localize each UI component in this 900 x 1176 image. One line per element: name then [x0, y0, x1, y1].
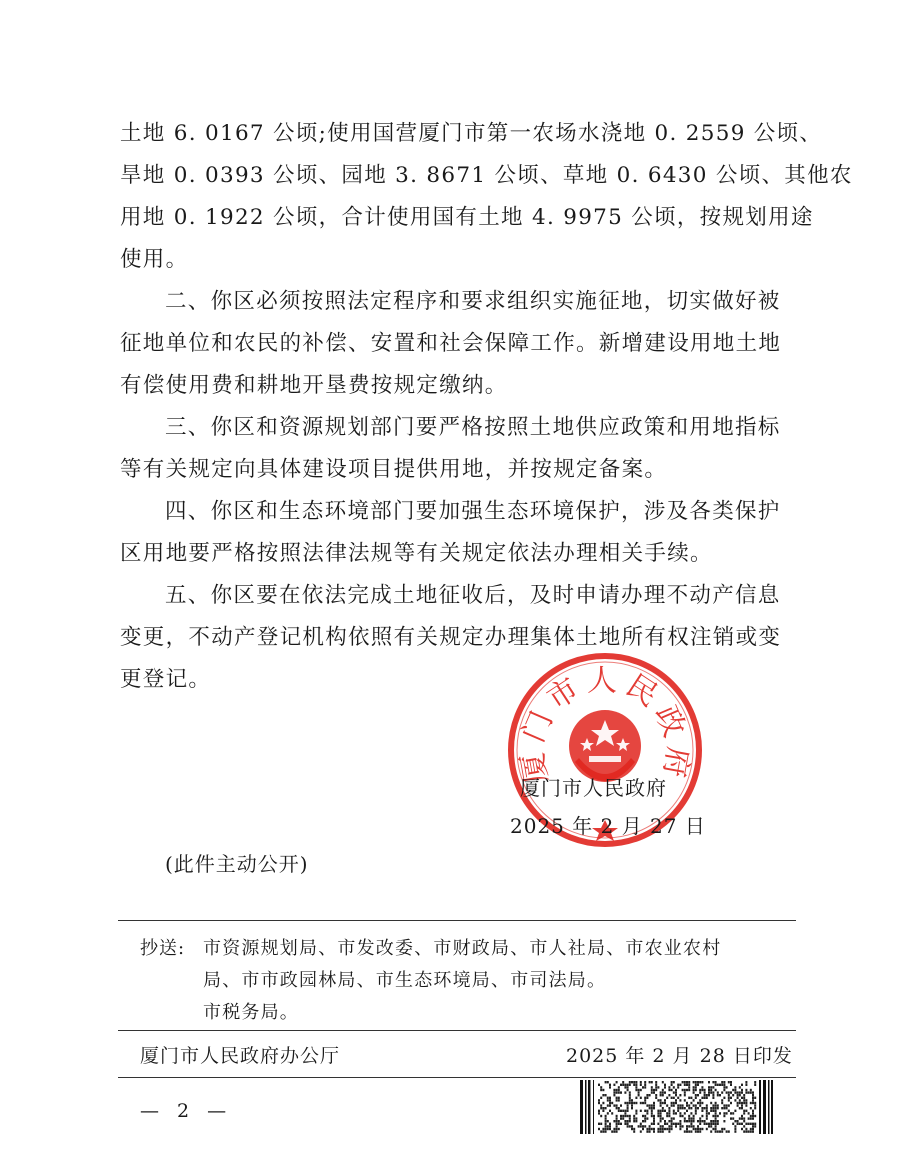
- cc-label: 抄送:: [140, 938, 186, 959]
- paragraph-item-3: 三、你区和资源规划部门要严格按照土地供应政策和用地指标等有关规定向具体建设项目提供用地，并按规定备案。: [120, 415, 781, 482]
- paragraph-item-5: 五、你区要在依法完成土地征收后，及时申请办理不动产信息变更，不动产登记机构依照有关规定办理集体土地所有权注销或变更登记。: [120, 583, 782, 692]
- text-line: 旱地 0. 0393 公顷、园地 3. 8671 公顷、草地 0. 6430 公顷、其他农: [120, 163, 853, 188]
- cc-line: 市税务局。: [203, 1002, 299, 1023]
- signing-date: 2025 年 2 月 27 日: [510, 814, 706, 838]
- cc-line: 市资源规划局、市发改委、市财政局、市人社局、市农业农村: [203, 938, 722, 959]
- text-line: 土地 6. 0167 公顷;使用国营厦门市第一农场水浇地 0. 2559 公顷、: [120, 121, 823, 146]
- paragraph-item-4: 四、你区和生态环境部门要加强生态环境保护，涉及各类保护区用地要严格按照法律法规等有关规定依法办理相关手续。: [120, 499, 781, 566]
- print-date: 2025 年 2 月 28 日印发: [566, 1045, 793, 1067]
- signing-authority: 厦门市人民政府: [520, 776, 667, 800]
- public-disclosure-note: (此件主动公开): [165, 852, 309, 876]
- page-number: — 2 —: [140, 1100, 233, 1122]
- svg-text:厦门市人民政府: 厦门市人民政府: [514, 663, 696, 786]
- cc-line: 局、市市政园林局、市生态环境局、市司法局。: [203, 970, 607, 991]
- cc-recipients: [203, 933, 785, 1029]
- text-line: 用地 0. 1922 公顷，合计使用国有土地 4. 9975 公顷，按规划用途: [120, 205, 814, 230]
- paragraph-item-2: 二、你区必须按照法定程序和要求组织实施征地，切实做好被征地单位和农民的补偿、安置和社会保障工作。新增建设用地土地有偿使用费和耕地开垦费按规定缴纳。: [120, 289, 782, 398]
- divider-top: [118, 920, 796, 921]
- issuing-office: 厦门市人民政府办公厅: [140, 1045, 341, 1067]
- paragraph-land-usage: [120, 113, 853, 281]
- text-line: 使用。: [120, 247, 189, 272]
- barcode-icon: [578, 1078, 774, 1136]
- divider-middle: [118, 1030, 796, 1031]
